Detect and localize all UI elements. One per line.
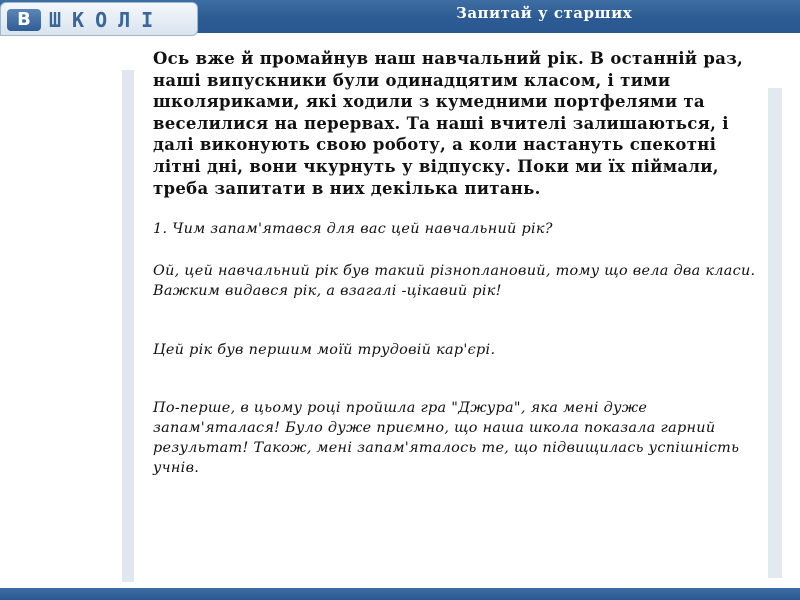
answer-3: По-перше, в цьому році пройшла гра "Джура", яка мені дуже запам'яталася! Було дуже приємно, що наша школа показала гарний результат! Також, мені запам'яталось те, що підвищилась успішність учнів. (153, 400, 740, 477)
logo-text: ШКОЛІ (49, 8, 165, 32)
article-body (153, 48, 768, 478)
question-1: 1. Чим запам'ятався для вас цей навчальний рік? (153, 221, 553, 238)
right-decor-strip (768, 88, 782, 578)
logo-badge: В (7, 9, 41, 31)
footer-bar (0, 588, 800, 600)
site-logo[interactable] (0, 2, 198, 36)
article-intro: Ось вже й промайнув наш навчальний рік. В останній раз, наші випускники були одинадцятим класом, і тими школяриками, які ходили з кумедними портфелями та веселилися на перервах. Та наші вчителі залишаються, і далі виконують свою роботу, а коли настануть спекотні літні дні, вони чкурнуть у відпуску. Поки ми їх піймали, треба запитати в них декілька питань. (153, 49, 744, 198)
answer-1: Ой, цей навчальний рік був такий різноплановий, тому що вела два класи. Важким видався рік, а взагалі -цікавий рік! (153, 263, 756, 300)
left-decor-strip (122, 70, 134, 582)
section-title: Запитай у старших (456, 4, 633, 22)
answer-2: Цей рік був першим моїй трудовій кар'єрі. (153, 342, 496, 359)
